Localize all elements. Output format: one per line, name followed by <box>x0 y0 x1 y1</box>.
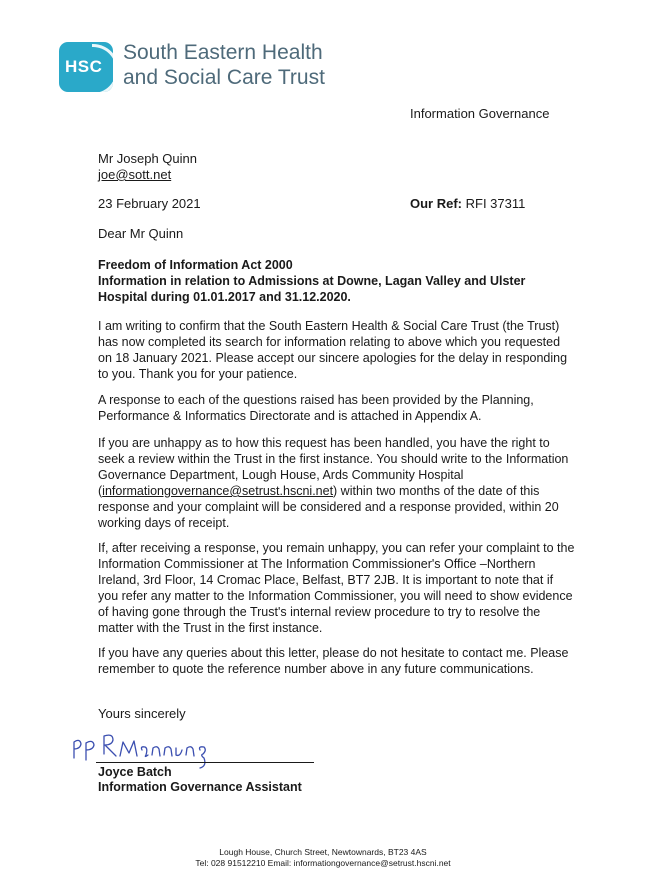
reference-value: RFI 37311 <box>465 196 526 211</box>
organisation-name <box>123 40 325 90</box>
hsc-logo-swoosh-icon <box>92 44 113 92</box>
signer-title: Information Governance Assistant <box>98 780 302 794</box>
subject <box>98 257 568 305</box>
recipient-block <box>98 151 197 183</box>
recipient-email[interactable]: joe@sott.net <box>98 167 172 182</box>
subject-line1: Freedom of Information Act 2000 <box>98 258 293 272</box>
footer-contact: Tel: 028 91512210 Email: informationgovernance@setrust.hscni.net <box>195 858 451 868</box>
reference <box>410 196 525 211</box>
paragraph-3-part2: ) within two months of the date of this response and your complaint will be considered and a response provided, within 20 working days of receipt. <box>98 484 559 530</box>
hsc-logo-text: HSC <box>65 57 103 76</box>
subject-line2: Information in relation to Admissions at Downe, Lagan Valley and Ulster Hospital during 01.01.2017 and 31.12.2020. <box>98 274 526 304</box>
reference-label: Our Ref: <box>410 196 462 211</box>
paragraph-3-part1: If you are unhappy as to how this request has been handled, you have the right to seek a review within the Trust in the first instance. You should write to the Information Governance Department, Lough House, Ards Community Hospital ( <box>98 436 569 498</box>
paragraph-3 <box>98 435 576 531</box>
paragraph-5: If you have any queries about this letter, please do not hesitate to contact me. Please remember to quote the reference number above in any future communications. <box>98 646 569 676</box>
paragraph-2: A response to each of the questions raised has been provided by the Planning, Performance & Informatics Directorate and is attached in Appendix A. <box>98 393 534 423</box>
letter-date: 23 February 2021 <box>98 196 201 211</box>
salutation: Dear Mr Quinn <box>98 226 184 241</box>
governance-email-link[interactable]: informationgovernance@setrust.hscni.net <box>102 484 334 498</box>
paragraph-4: If, after receiving a response, you remain unhappy, you can refer your complaint to the Information Commissioner at The Information Commissioner's Office –Northern Ireland, 3rd Floor, 14 Cromac Place, Belfast, BT7 2JB. It is important to note that if you refer any matter to the Information Commissioner, you will need to show evidence of having gone through the Trust's internal review procedure to try to resolve the matter with the Trust in the first instance. <box>98 541 575 635</box>
closing: Yours sincerely <box>98 706 186 721</box>
hsc-logo <box>59 42 113 92</box>
signer-name: Joyce Batch <box>98 765 172 779</box>
signer-block <box>98 765 302 795</box>
department: Information Governance <box>410 106 550 121</box>
signature-line <box>96 762 314 763</box>
footer-address: Lough House, Church Street, Newtownards, BT23 4AS <box>219 847 427 857</box>
footer <box>0 847 646 869</box>
paragraph-1: I am writing to confirm that the South Eastern Health & Social Care Trust (the Trust) has now completed its search for information relating to above which you requested on 18 January 2021. Please accept our sincere apologies for the delay in responding to you. Thank you for your patience. <box>98 319 568 381</box>
recipient-name: Mr Joseph Quinn <box>98 151 197 166</box>
organisation-name-line1: South Eastern Health <box>123 41 323 64</box>
organisation-name-line2: and Social Care Trust <box>123 66 325 89</box>
